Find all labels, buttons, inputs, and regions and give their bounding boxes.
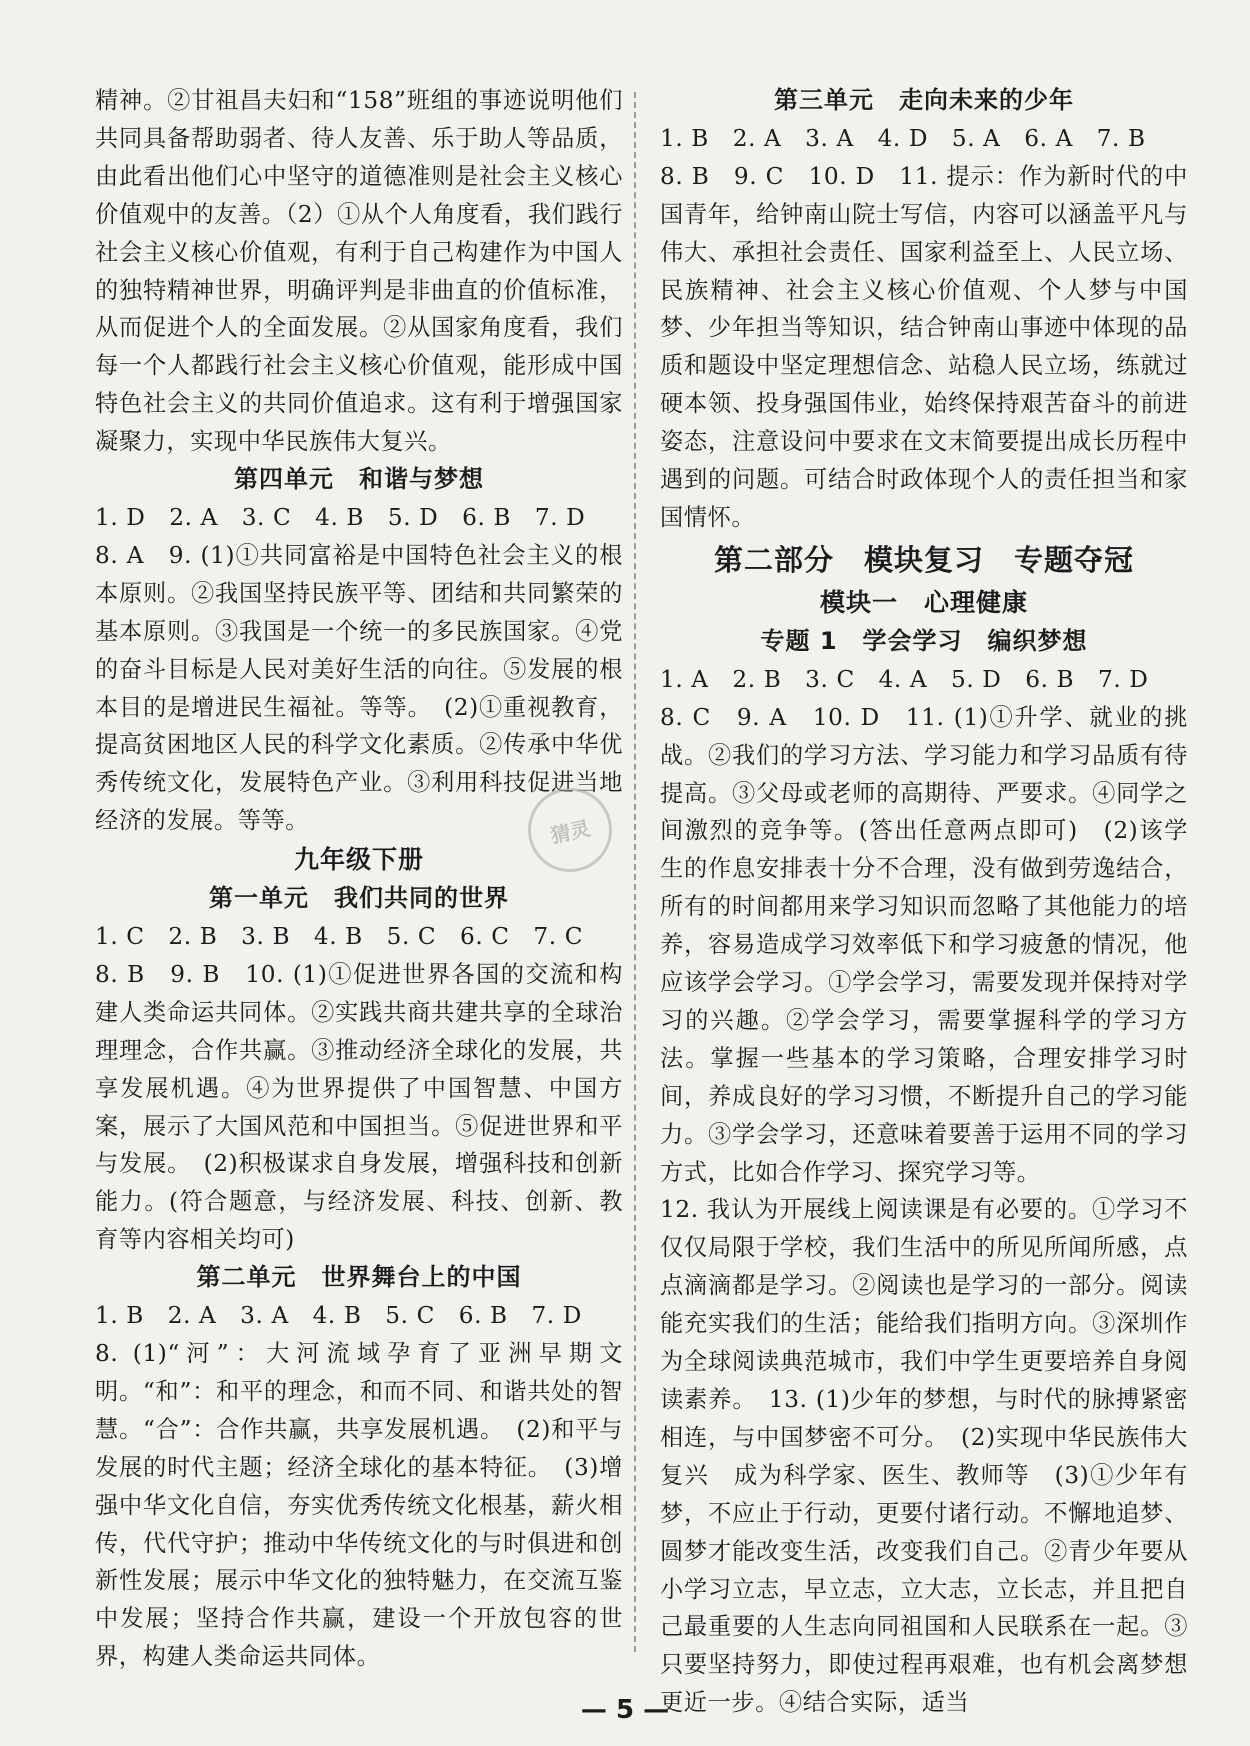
book-heading: 九年级下册 — [293, 845, 424, 875]
paragraph: 8. A 9. (1)①共同富裕是中国特色社会主义的根本原则。②我国坚持民族平等、团结和共同繁荣的基本原则。③我国是一个统一的多民族国家。④党的奋斗目标是人民对美好生活的向往。⑤发展的根本目的是增进民生福祉。等等。 (2)①重视教育，提高贫困地区人民的科学文化素质。②传承中华优秀传统文化，发展特色产业。③利用科技促进当地经济的发展。等等。 — [95, 541, 623, 835]
unit-heading: 第一单元 我们共同的世界 — [209, 884, 509, 913]
part-heading: 第二部分 模块复习 专题夺冠 — [713, 542, 1134, 577]
unit-heading: 第二单元 世界舞台上的中国 — [196, 1263, 522, 1292]
paragraph: 8. (1)“河”：大河流域孕育了亚洲早期文明。“和”：和平的理念，和而不同、和谐共处的智慧。“合”：合作共赢，共享发展机遇。 (2)和平与发展的时代主题；经济全球化的基本特征。 (3)增强中华文化自信，夯实优秀传统文化根基，薪火相传，代代守护；推动中华传统文化的与时俱进和创新性发展；展示中华文化的独特魅力，在交流互鉴中发展；坚持合作共赢，建设一个开放包容的世界，构建人类命运共同体。 — [95, 1340, 623, 1671]
left-column — [95, 82, 623, 1676]
column-divider — [634, 92, 636, 1652]
paragraph: 8. B 9. B 10. (1)①促进世界各国的交流和构建人类命运共同体。②实践共商共建共享的全球治理理念，合作共赢。③推动经济全球化的发展，共享发展机遇。④为世界提供了中国智慧、中国方案，展示了大国风范和中国担当。⑤促进世界和平与发展。 (2)积极谋求自身发展，增强科技和创新能力。(符合题意，与经济发展、科技、创新、教育等内容相关均可) — [95, 960, 623, 1254]
paragraph: 精神。②甘祖昌夫妇和“158”班组的事迹说明他们共同具备帮助弱者、待人友善、乐于助人等品质，由此看出他们心中坚守的道德准则是社会主义核心价值观中的友善。（2）①从个人角度看，我们践行社会主义核心价值观，有利于自己构建作为中国人的独特精神世界，明确评判是非曲直的价值标准，从而促进个人的全面发展。②从国家角度看，我们每一个人都践行社会主义核心价值观，能形成中国特色社会主义的共同价值追求。这有利于增强国家凝聚力，实现中华民族伟大复兴。 — [95, 87, 623, 456]
module-heading: 模块一 心理健康 — [819, 587, 1028, 617]
answer-line: 1. B 2. A 3. A 4. D 5. A 6. A 7. B — [660, 124, 1146, 152]
paragraph: 8. C 9. A 10. D 11. (1)①升学、就业的挑战。②我们的学习方法、学习能力和学习品质有待提高。③父母或老师的高期待、严要求。④同学之间激烈的竞争等。(答出任意两点即可) (2)该学生的作息安排表十分不合理，没有做到劳逸结合，所有的时间都用来学习知识而忽略了其他能力的培养，容易造成学习效率低下和学习疲惫的情况，他应该学会学习。①学会学习，需要发现并保持对学习的兴趣。②学会学习，需要掌握科学的学习方法。掌握一些基本的学习策略，合理安排学习时间，养成良好的学习习惯，不断提升自己的学习能力。③学会学习，还意味着要善于运用不同的学习方式，比如合作学习、探究学习等。 — [660, 703, 1188, 1186]
watermark-stamp: 猜灵 — [520, 780, 620, 880]
topic-heading: 专题 1 学会学习 编织梦想 — [760, 626, 1088, 655]
answer-line: 1. B 2. A 3. A 4. B 5. C 6. B 7. D — [95, 1302, 582, 1330]
paragraph: 8. B 9. C 10. D 11. 提示：作为新时代的中国青年，给钟南山院士写信，内容可以涵盖平凡与伟大、承担社会责任、国家利益至上、人民立场、民族精神、社会主义核心价值观、个人梦与中国梦、少年担当等知识，结合钟南山事迹中体现的品质和题设中坚定理想信念、站稳人民立场，练就过硬本领、投身强国伟业，始终保持艰苦奋斗的前进姿态，注意设问中要求在文末简要提出成长历程中遇到的问题。可结合时政体现个人的责任担当和家国情怀。 — [660, 162, 1188, 531]
answer-line: 1. C 2. B 3. B 4. B 5. C 6. C 7. C — [95, 923, 584, 951]
answer-line: 1. A 2. B 3. C 4. A 5. D 6. B 7. D — [660, 665, 1149, 693]
answer-line: 1. D 2. A 3. C 4. B 5. D 6. B 7. D — [95, 503, 586, 531]
right-column — [660, 82, 1188, 1722]
unit-heading: 第三单元 走向未来的少年 — [774, 86, 1074, 114]
unit-heading: 第四单元 和谐与梦想 — [234, 465, 484, 494]
page-number: — 5 — — [580, 1695, 670, 1725]
paragraph: 12. 我认为开展线上阅读课是有必要的。①学习不仅仅局限于学校，我们生活中的所见所闻所感，点点滴滴都是学习。②阅读也是学习的一部分。阅读能充实我们的生活；能给我们指明方向。③深圳作为全球阅读典范城市，我们中学生更要培养自身阅读素养。 13. (1)少年的梦想，与时代的脉搏紧密相连，与中国梦密不可分。 (2)实现中华民族伟大复兴 成为科学家、医生、教师等 (3)①少年有梦，不应止于行动，更要付诸行动。不懈地追梦、圆梦才能改变生活，改变我们自己。②青少年要从小学习立志，早立志，立大志，立长志，并且把自己最重要的人生志向同祖国和人民联系在一起。③只要坚持努力，即使过程再艰难，也有机会离梦想更近一步。④结合实际，适当 — [660, 1196, 1188, 1717]
